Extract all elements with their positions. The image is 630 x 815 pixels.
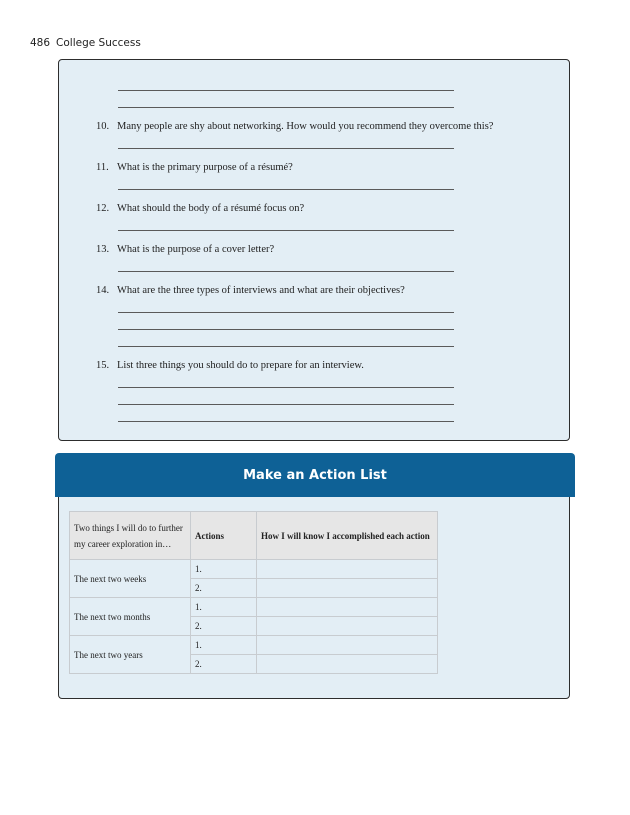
question-14: 14. What are the three types of interviews and what are their objectives? <box>96 285 405 296</box>
accomplish-cell[interactable] <box>257 655 438 674</box>
action-cell[interactable]: 1. <box>191 560 257 579</box>
question-13: 13. What is the purpose of a cover letter? <box>96 244 275 255</box>
action-cell[interactable]: 1. <box>191 598 257 617</box>
table-header-row <box>70 512 438 560</box>
answer-line[interactable] <box>118 107 454 108</box>
action-cell[interactable]: 2. <box>191 617 257 636</box>
answer-line[interactable] <box>118 230 454 231</box>
period-cell: The next two years <box>70 636 191 674</box>
page-number: 486 <box>30 37 51 49</box>
accomplish-cell[interactable] <box>257 579 438 598</box>
period-cell: The next two months <box>70 598 191 636</box>
question-12: 12. What should the body of a résumé focus on? <box>96 203 305 214</box>
action-list-title: Make an Action List <box>55 453 575 497</box>
answer-line[interactable] <box>118 90 454 91</box>
page-header <box>30 37 141 49</box>
question-11: 11. What is the primary purpose of a résumé? <box>96 162 293 173</box>
header-cell-accomplished: How I will know I accomplished each action <box>257 512 438 560</box>
header-cell-actions: Actions <box>191 512 257 560</box>
book-title: College Success <box>56 37 141 49</box>
action-cell[interactable]: 2. <box>191 655 257 674</box>
answer-line[interactable] <box>118 387 454 388</box>
answer-line[interactable] <box>118 329 454 330</box>
answer-line[interactable] <box>118 189 454 190</box>
answer-line[interactable] <box>118 404 454 405</box>
accomplish-cell[interactable] <box>257 636 438 655</box>
action-cell[interactable]: 2. <box>191 579 257 598</box>
table-row <box>70 598 438 617</box>
answer-line[interactable] <box>118 148 454 149</box>
table-row <box>70 560 438 579</box>
question-10: 10. Many people are shy about networking. How would you recommend they overcome this? <box>96 121 494 132</box>
header-cell-period: Two things I will do to further my career exploration in… <box>70 512 191 560</box>
action-list-table <box>69 511 438 674</box>
answer-line[interactable] <box>118 346 454 347</box>
answer-line[interactable] <box>118 421 454 422</box>
accomplish-cell[interactable] <box>257 560 438 579</box>
review-questions-box <box>58 59 570 441</box>
action-cell[interactable]: 1. <box>191 636 257 655</box>
answer-line[interactable] <box>118 271 454 272</box>
accomplish-cell[interactable] <box>257 617 438 636</box>
accomplish-cell[interactable] <box>257 598 438 617</box>
period-cell: The next two weeks <box>70 560 191 598</box>
table-row <box>70 636 438 655</box>
question-15: 15. List three things you should do to prepare for an interview. <box>96 360 364 371</box>
answer-line[interactable] <box>118 312 454 313</box>
